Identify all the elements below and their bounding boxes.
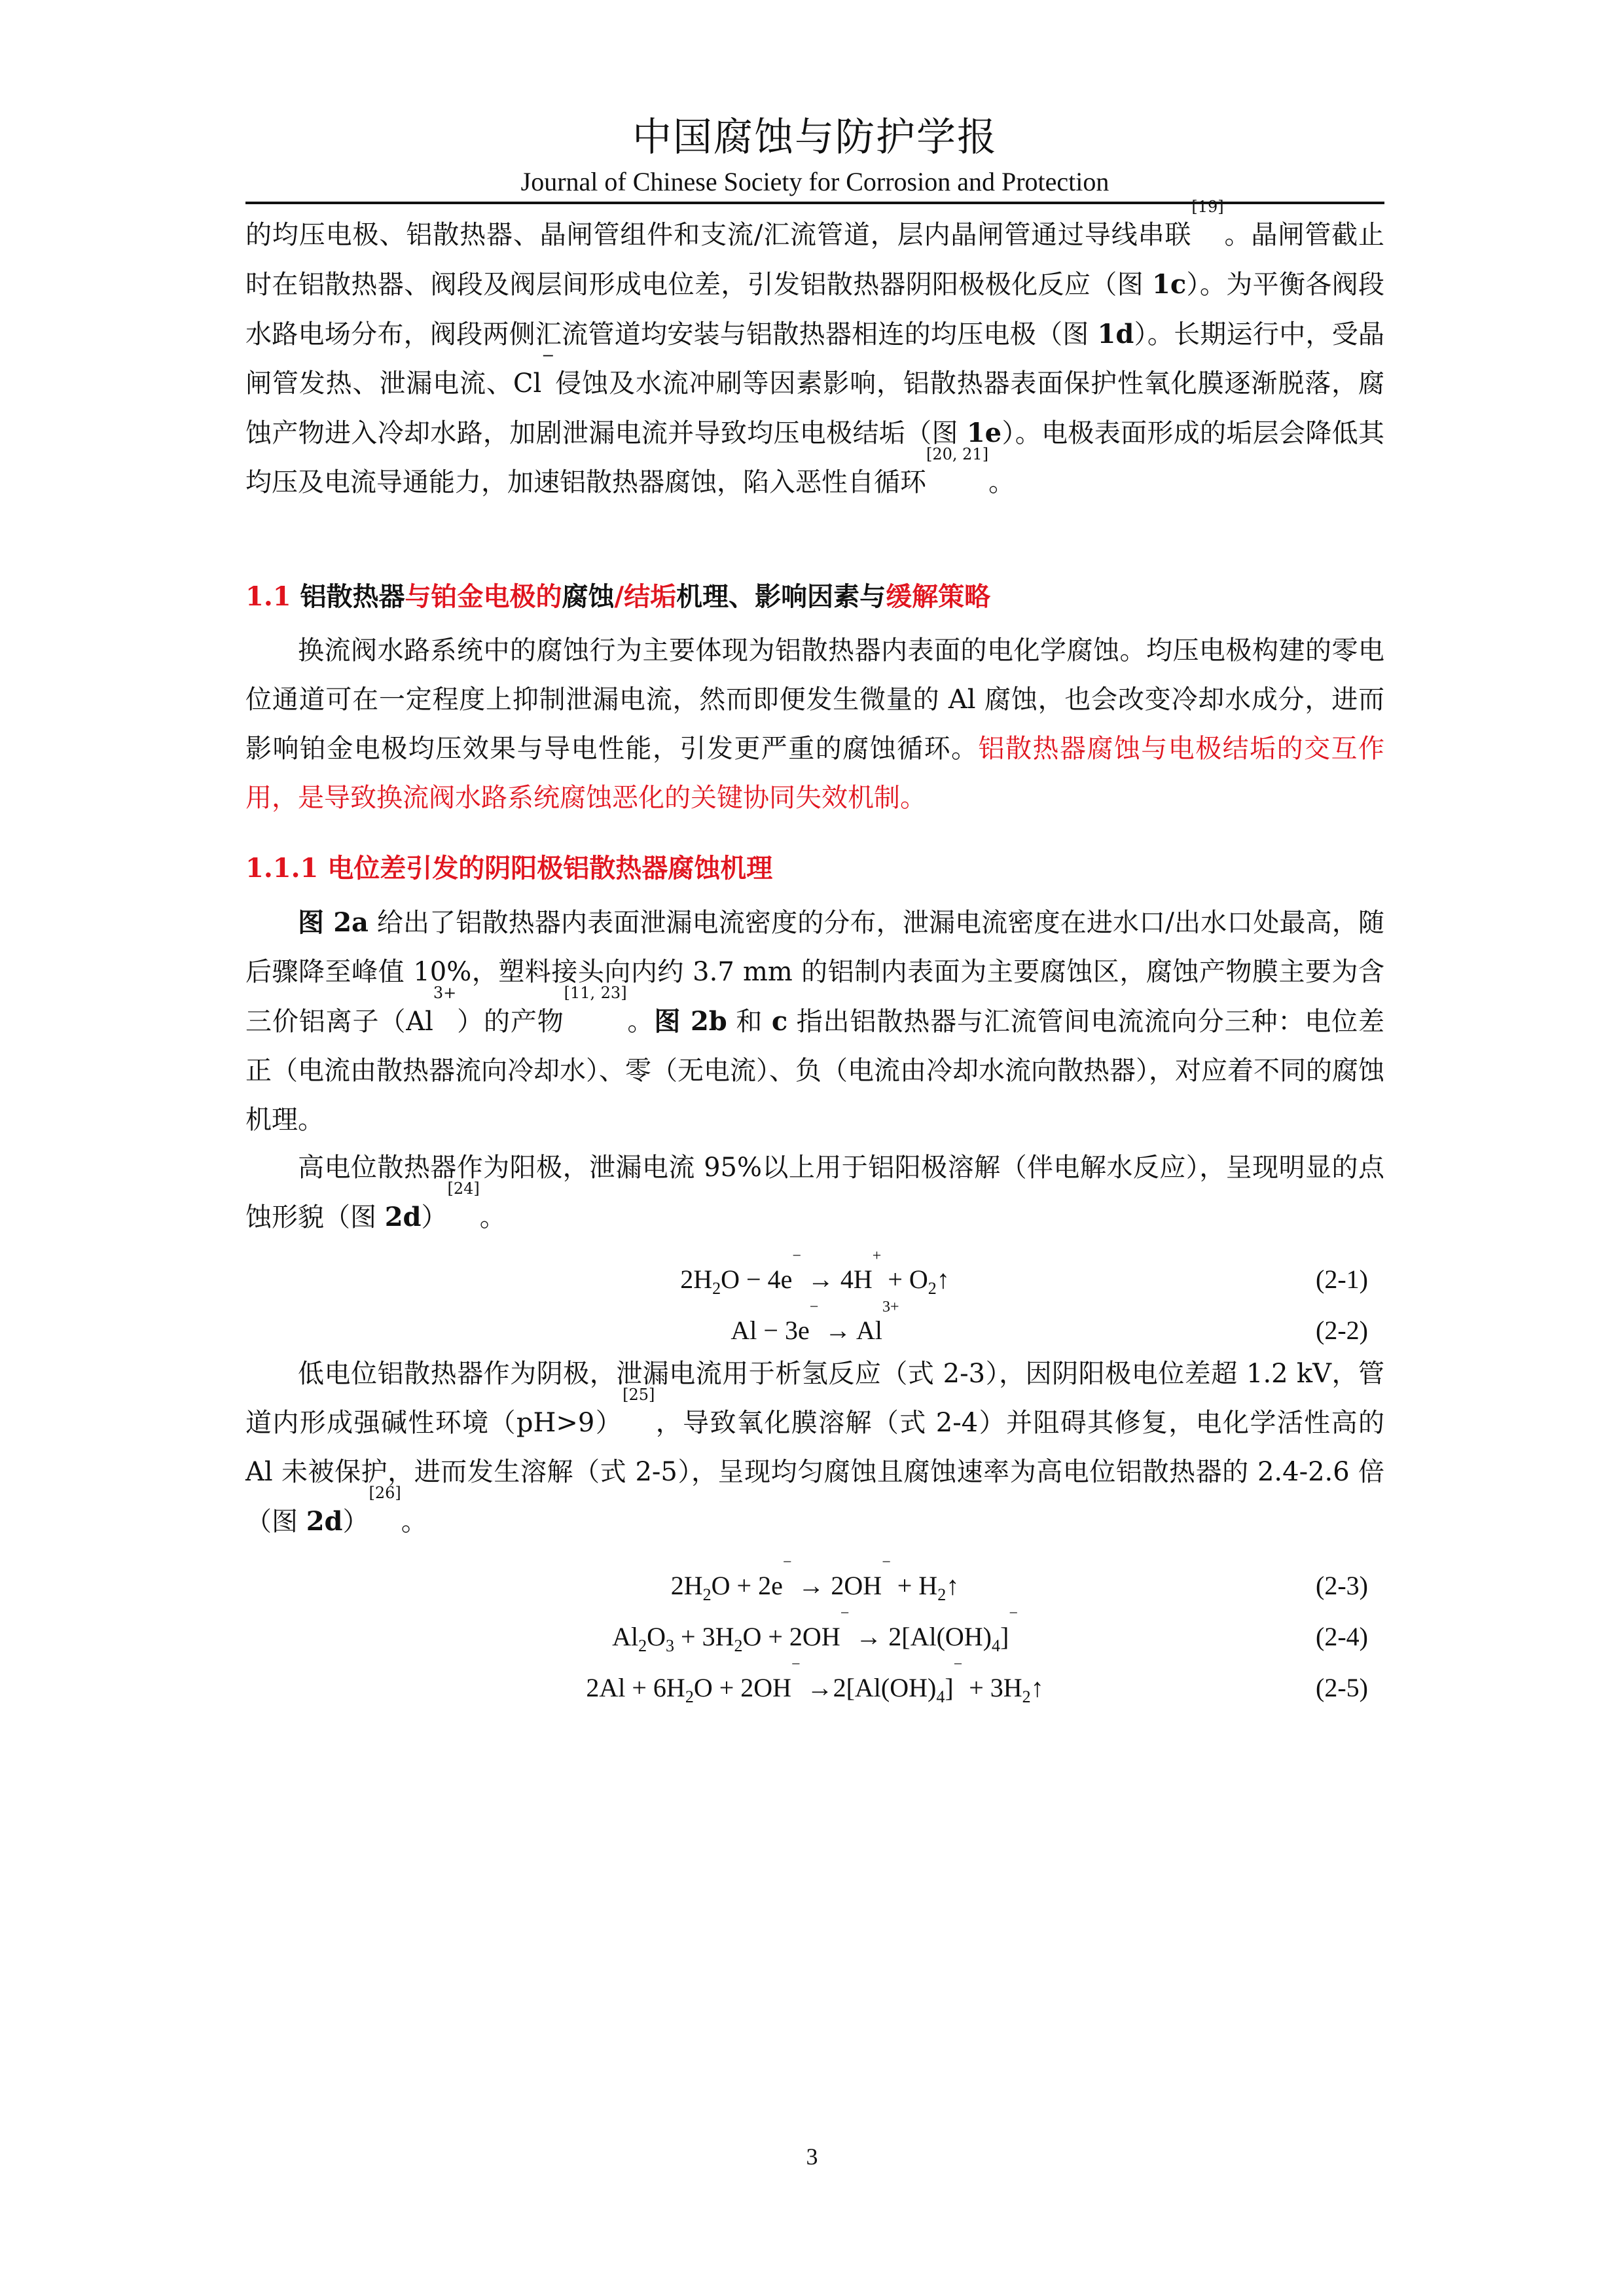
paragraph-text-4: 和 — [727, 1007, 772, 1037]
eq-part: O — [647, 1622, 666, 1651]
eq-sup: − — [953, 1656, 963, 1673]
equation-2-2 — [245, 1299, 1384, 1350]
paragraph-text-3: ） — [342, 1507, 369, 1537]
figure-ref-1c[interactable]: 1c — [1152, 269, 1187, 300]
eq-sub: 2 — [712, 1279, 721, 1298]
paragraph-1-1 — [245, 626, 1384, 823]
eq-part: →2[Al(OH) — [800, 1673, 937, 1702]
figure-ref-2c[interactable]: c — [771, 1006, 788, 1037]
paragraph-text: 换流阀水路系统中的腐蚀行为主要体现为铝散热器内表面的电化学腐蚀。均压电极构建的零电位通道可在一定程度上抑制泄漏电流，然而即便发生微量的 Al 腐蚀，也会改变冷却水成分，进而影响铂金电极均压效果与导电性能，引发更严重的腐蚀循环。 — [245, 636, 1384, 764]
equation-2-5 — [245, 1656, 1384, 1708]
paragraph-text-5: 指出铝散热器与汇流管间电流流向分三种：电位差正（电流由散热器流向冷却水）、零（无电流）、负（电流由冷却水流向散热器），对应着不同的腐蚀机理。 — [245, 1007, 1385, 1135]
eq-part: → 2OH — [791, 1571, 882, 1600]
paragraph-text-3: 。 — [626, 1007, 655, 1037]
eq-part: O + 2OH — [693, 1673, 792, 1702]
eq-sup: 3+ — [882, 1299, 899, 1316]
paragraph-text-3: 。 — [479, 1202, 506, 1232]
equation-2-1 — [245, 1247, 1384, 1299]
journal-title-cn: 中国腐蚀与防护学报 — [632, 115, 998, 160]
heading-part-1: 铝散热器 — [300, 581, 405, 612]
eq-part: + H — [890, 1571, 938, 1600]
eq-sub: 2 — [1022, 1687, 1031, 1706]
eq-sub: 3 — [666, 1636, 675, 1655]
equation-body — [245, 1299, 1384, 1350]
eq-sub: 4 — [936, 1687, 945, 1706]
heading-part-3: 腐蚀 — [562, 581, 615, 612]
eq-sub: 2 — [928, 1279, 937, 1298]
equation-body — [245, 1247, 1384, 1299]
equation-number: (2-2) — [1316, 1316, 1368, 1345]
highlighted-text: 铝散热器腐蚀与电极结垢的交互作用，是导致换流阀水路系统腐蚀恶化的关键协同失效机制。 — [245, 734, 1385, 813]
equation-number: (2-3) — [1316, 1571, 1368, 1600]
eq-sup: − — [809, 1299, 819, 1316]
intro-text-5: 侵蚀及水流冲刷等因素影响，铝散热器表面保护性氧化膜逐渐脱落，腐蚀产物进入冷却水路，加剧泄漏电流并导致均压电极结垢（图 — [245, 368, 1384, 448]
equation-number: (2-5) — [1316, 1673, 1368, 1702]
intro-text-2: 。晶闸管截止时在铝散热器、阀段及阀层间形成电位差，引发铝散热器阴阳极极化反应（图 — [245, 220, 1384, 300]
section-heading-1-1-1: 1.1.1 电位差引发的阴阳极铝散热器腐蚀机理 — [245, 853, 773, 884]
heading-part-4: /结垢 — [614, 581, 677, 612]
heading-part-6: 缓解策略 — [886, 581, 991, 612]
citation-19[interactable]: [19] — [1191, 198, 1224, 216]
intro-text-4: ）。长期运行中，受晶闸管发热、泄漏电流、Cl — [245, 319, 1384, 399]
figure-ref-1e[interactable]: 1e — [966, 418, 1002, 448]
eq-part: 2H — [670, 1571, 703, 1600]
paragraph-anode — [245, 1143, 1384, 1242]
intro-text-6: ）。电极表面形成的垢层会降低其均压及电流导通能力，加速铝散热器腐蚀，陷入恶性自循环 — [245, 418, 1385, 497]
intro-text-7: 。 — [988, 467, 1015, 497]
eq-sup: − — [882, 1554, 891, 1571]
eq-sub: 2 — [638, 1636, 647, 1655]
paragraph-text-2: ，导致氧化膜溶解（式 2-4）并阻碍其修复，电化学活性高的 Al 未被保护，进而发生溶解（式 2-5），呈现均匀腐蚀且腐蚀速率为高电位铝散热器的 2.4-2.6 倍（图 — [245, 1408, 1385, 1537]
eq-sub: 2 — [685, 1687, 694, 1706]
paragraph-text-4: 。 — [401, 1507, 427, 1537]
chloride-charge: − — [541, 346, 555, 365]
eq-sub: 2 — [702, 1585, 712, 1604]
eq-part: ↑ — [1030, 1673, 1044, 1702]
eq-part: 2H — [680, 1265, 713, 1294]
eq-sup: − — [782, 1554, 792, 1571]
eq-part: → Al — [818, 1316, 883, 1345]
figure-ref-2d[interactable]: 2d — [384, 1202, 422, 1232]
paragraph-text-1: 给出了铝散热器内表面泄漏电流密度的分布，泄漏电流密度在进水口/出水口处最高，随后骤降至峰值 10%，塑料接头向内约 3.7 mm 的铝制内表面为主要腐蚀区，腐蚀产物膜主要为含三价铝离子（Al — [245, 908, 1384, 1037]
intro-text-3: ）。为平衡各阀段水路电场分布，阀段两侧汇流管道均安装与铝散热器相连的均压电极（图 — [245, 270, 1384, 350]
paragraph-text-1: 低电位铝散热器作为阴极，泄漏电流用于析氢反应（式 2-3），因阴阳极电位差超 1.2 kV，管道内形成强碱性环境（pH>9） — [245, 1359, 1384, 1438]
eq-part: + 3H — [962, 1673, 1022, 1702]
paragraph-fig2 — [245, 898, 1384, 1145]
eq-part: Al — [612, 1622, 639, 1651]
intro-paragraph — [245, 198, 1385, 507]
eq-part: → 4H — [801, 1265, 873, 1294]
citation-26[interactable]: [26] — [369, 1484, 401, 1502]
figure-ref-2d[interactable]: 2d — [306, 1506, 343, 1537]
eq-sub: 2 — [734, 1636, 743, 1655]
eq-part: O − 4e — [721, 1265, 793, 1294]
section-number: 1.1 — [245, 581, 300, 612]
paragraph-text-2: ）的产物 — [456, 1007, 564, 1037]
eq-part: O + 2OH — [742, 1622, 840, 1651]
eq-part: + O — [881, 1265, 928, 1294]
eq-part: ↑ — [936, 1265, 950, 1294]
eq-part: ↑ — [946, 1571, 960, 1600]
eq-sub: 4 — [991, 1636, 1000, 1655]
heading-part-5: 机理、影响因素与 — [676, 581, 886, 612]
paragraph-text-2: ） — [421, 1202, 448, 1232]
equation-body — [245, 1656, 1384, 1708]
figure-ref-2a[interactable]: 图 2a — [298, 907, 369, 938]
paragraph-cathode — [245, 1350, 1384, 1547]
eq-sup: + — [872, 1247, 882, 1265]
eq-part: → 2[Al(OH) — [849, 1622, 992, 1651]
citation-24[interactable]: [24] — [447, 1179, 480, 1198]
eq-part: ] — [1000, 1622, 1009, 1651]
eq-part: + 3H — [674, 1622, 734, 1651]
equation-2-3 — [245, 1554, 1384, 1605]
citation-25[interactable]: [25] — [623, 1386, 655, 1404]
al-charge: 3+ — [433, 984, 457, 1002]
eq-sup: − — [792, 1247, 801, 1265]
citation-20-21[interactable]: [20, 21] — [926, 445, 989, 463]
eq-part: Al − 3e — [731, 1316, 810, 1345]
equation-number: (2-1) — [1316, 1265, 1368, 1294]
equation-2-4 — [245, 1605, 1384, 1657]
figure-ref-2b[interactable]: 图 2b — [654, 1006, 727, 1037]
equation-number: (2-4) — [1316, 1622, 1368, 1651]
paragraph-text-1: 高电位散热器作为阳极，泄漏电流 95%以上用于铝阳极溶解（伴电解水反应），呈现明显的点蚀形貌（图 — [245, 1153, 1384, 1232]
eq-sub: 2 — [937, 1585, 947, 1604]
journal-title-en: Journal of Chinese Society for Corrosion and Protection — [520, 167, 1110, 196]
eq-part: 2Al + 6H — [586, 1673, 685, 1702]
section-heading-1-1 — [245, 577, 990, 617]
eq-part: ] — [945, 1673, 954, 1702]
heading-part-2: 与铂金电极的 — [405, 581, 562, 612]
eq-sup: − — [791, 1656, 801, 1673]
equation-body — [245, 1554, 1384, 1605]
eq-sup: − — [1009, 1605, 1018, 1622]
intro-text-1: 的均压电极、铝散热器、晶闸管组件和支流/汇流管道，层内晶闸管通过导线串联 — [245, 220, 1192, 250]
page-number: 3 — [806, 2144, 818, 2170]
citation-11-23[interactable]: [11, 23] — [564, 984, 627, 1002]
equation-body — [245, 1605, 1384, 1657]
eq-part: O + 2e — [711, 1571, 783, 1600]
figure-ref-1d[interactable]: 1d — [1097, 319, 1134, 350]
eq-sup: − — [840, 1605, 850, 1622]
